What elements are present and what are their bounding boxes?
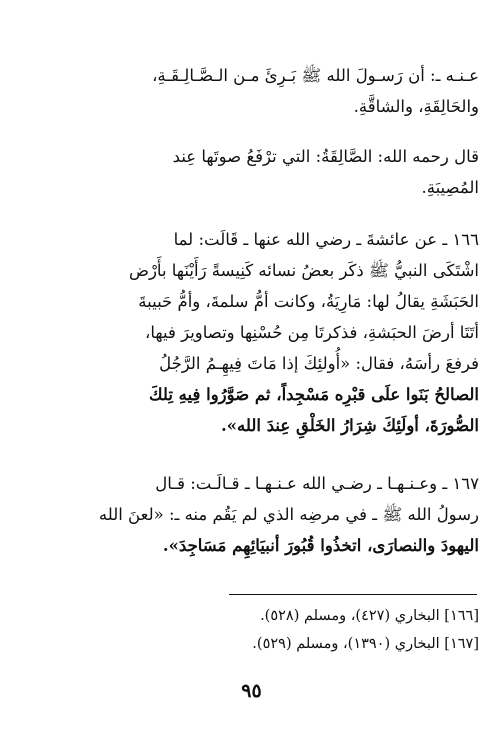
page-number: ٩٥	[241, 680, 262, 702]
footnote-167: [١٦٧] البخاري (١٣٩٠)، ومسلم (٥٢٩).	[252, 636, 479, 652]
paragraph-2	[24, 141, 479, 203]
text-line: الحَبَشَةِ يقالُ لها: مَارِيَةُ، وكانت أمُّ سلمةَ، وأمُّ حَبيبةَ	[138, 292, 479, 311]
hadith-167	[24, 468, 479, 561]
text-line: المُصِيبَةِ.	[421, 178, 479, 197]
text-line: عـنـه ـ: أن رَسـولَ الله ﷺ بَـرِئَ مـن الـصَّـالِـقَـةِ،	[152, 66, 479, 85]
text-line: ١٦٧ ـ وعـنـهـا ـ رضـي الله عـنـهـا ـ قـالَـت: قـال	[155, 474, 479, 493]
text-line: رسولُ الله ﷺ ـ في مرضِه الذي لم يَقُم منه ـ: «لعنَ الله	[98, 505, 479, 524]
hadith-166	[24, 224, 479, 441]
paragraph-1	[24, 60, 479, 122]
text-line-bold: الصالحُ بَنَوا علَى قبْرِه مَسْجِداً، ثم صَوَّرُوا فِيهِ تِلكَ	[148, 385, 479, 404]
footnote-divider	[229, 594, 477, 595]
text-line: قال رحمه الله: الصَّالِقَةُ: التي ترْفَعُ صوتَها عِند	[172, 147, 479, 166]
text-line: اشْتَكَى النبيُّ ﷺ ذكَر بعضُ نسائه كَنِيسةً رَأَيْنَها بأَرْض	[129, 261, 479, 280]
text-line: فرفعَ رأسَهُ، فقال: «أُولئِكَ إذا مَاتَ فِيهِـمُ الرَّجُلُ	[159, 354, 479, 373]
text-line-bold: الصُّورَةَ، أولَئِكَ شِرَارُ الخَلْقِ عِندَ الله».	[221, 416, 479, 435]
text-line: والحَالِقَةِ، والشاقَّةِ.	[353, 97, 479, 116]
text-line-bold: اليهودَ والنصارَى، اتخذُوا قُبُورَ أنبيَائِهِم مَسَاجِدَ».	[162, 536, 479, 555]
text-line: أتَتَا أرضَ الحبَشةِ، فذكرتَا مِن حُسْنِها وتصاويرَ فيها،	[145, 323, 479, 342]
footnote-166: [١٦٦] البخاري (٤٢٧)، ومسلم (٥٢٨).	[260, 608, 479, 624]
text-line: ١٦٦ ـ عن عائشةَ ـ رضي الله عنها ـ قَالَت: لما	[173, 230, 479, 249]
